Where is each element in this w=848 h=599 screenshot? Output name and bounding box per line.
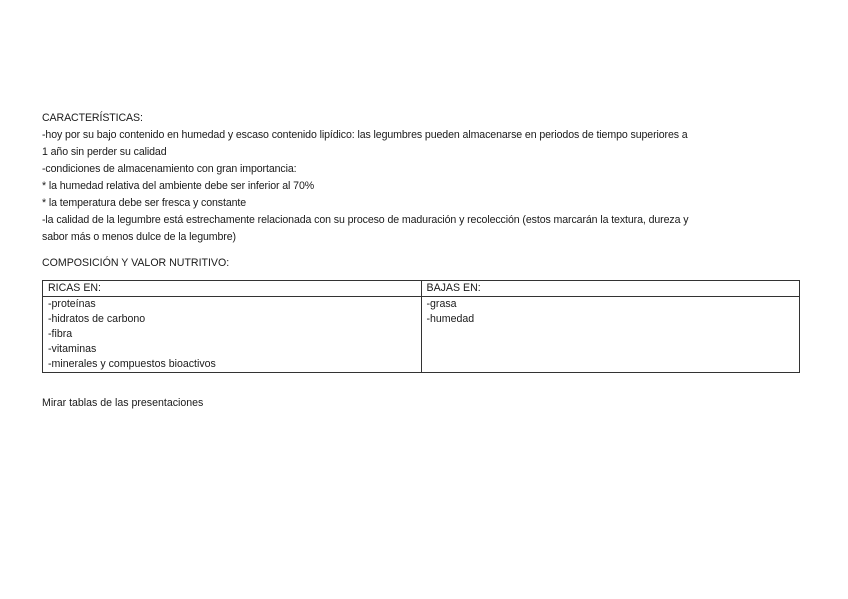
list-item: -proteínas (48, 298, 96, 310)
low-in-cell (421, 297, 800, 373)
list-item: -humedad (426, 313, 475, 325)
rich-in-cell (43, 297, 422, 373)
characteristics-title: CARACTERÍSTICAS: (42, 112, 143, 124)
characteristics-section (42, 110, 787, 246)
characteristics-line: * la humedad relativa del ambiente debe ser inferior al 70% (42, 180, 315, 192)
characteristics-line: * la temperatura debe ser fresca y constante (42, 197, 247, 209)
table-header-row (43, 281, 800, 297)
list-item: -minerales y compuestos bioactivos (48, 358, 216, 370)
composition-title: COMPOSICIÓN Y VALOR NUTRITIVO: (42, 257, 230, 269)
characteristics-line: -hoy por su bajo contenido en humedad y escaso contenido lipídico: las legumbres pueden almacenarse en periodos de tiempo superiores a (42, 129, 688, 141)
list-item: -fibra (48, 328, 73, 340)
composition-table (42, 280, 800, 373)
characteristics-line: -la calidad de la legumbre está estrechamente relacionada con su proceso de maduración y recolección (estos marcarán la textura, dureza y (42, 214, 689, 226)
table-header-rich: RICAS EN: (43, 281, 422, 297)
list-item: -hidratos de carbono (48, 313, 146, 325)
table-header-low: BAJAS EN: (421, 281, 800, 297)
table-row (43, 297, 800, 373)
list-item: -grasa (426, 298, 457, 310)
characteristics-line: sabor más o menos dulce de la legumbre) (42, 231, 236, 243)
characteristics-line: -condiciones de almacenamiento con gran importancia: (42, 163, 297, 175)
footer-note: Mirar tablas de las presentaciones (42, 397, 204, 409)
characteristics-line: 1 año sin perder su calidad (42, 146, 167, 158)
list-item: -vitaminas (48, 343, 97, 355)
